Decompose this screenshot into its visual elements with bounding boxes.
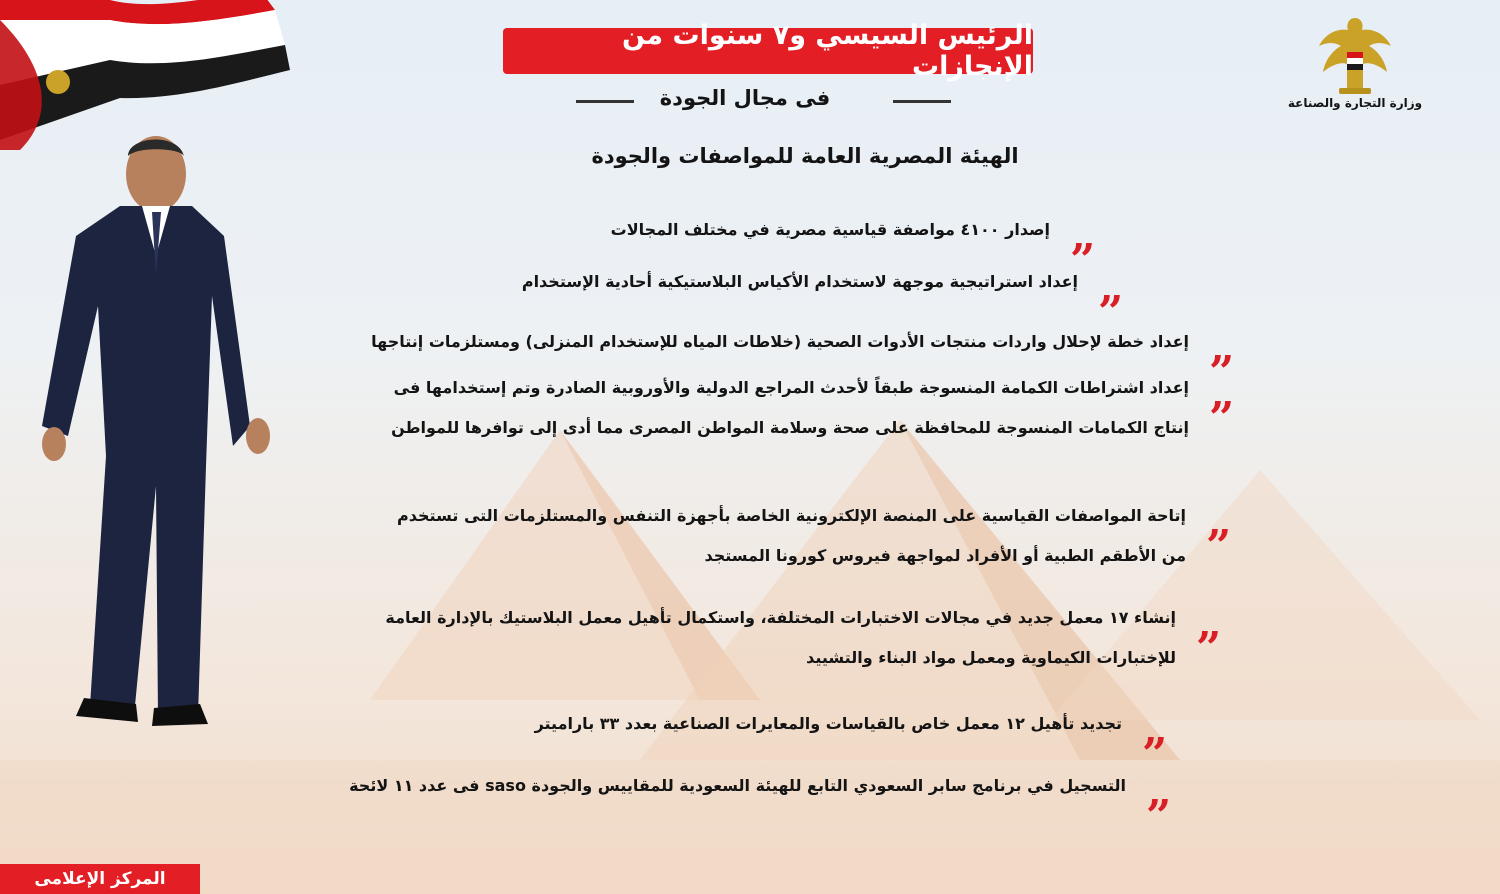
list-item	[335, 598, 1222, 678]
quote-mark-icon: „	[1209, 368, 1235, 419]
ministry-logo	[1285, 12, 1425, 122]
main-title-text: الرئيس السيسي و٧ سنوات من الإنجازات	[622, 20, 1033, 82]
ministry-name: وزارة التجارة والصناعة	[1287, 96, 1423, 110]
list-item-text: التسجيل في برنامج سابر السعودي التابع للهيئة السعودية للمقاييس والجودة saso فى عدد ١١ لائحة	[349, 776, 1126, 795]
quote-mark-icon: „	[1142, 704, 1168, 755]
list-item	[360, 368, 1235, 448]
list-item-text: إعداد اشتراطات الكمامة المنسوجة طبقاً لأحدث المراجع الدولية والأوروبية الصادرة وتم إستخدامها فى	[393, 378, 1189, 397]
main-title	[503, 20, 1033, 82]
list-item-text: من الأطقم الطبية أو الأفراد لمواجهة فيروس كورونا المستجد	[704, 546, 1186, 565]
media-center-badge: المركز الإعلامى	[0, 864, 200, 894]
list-item-text: للإختبارات الكيماوية ومعمل مواد البناء والتشييد	[806, 648, 1176, 667]
subtitle: فى مجال الجودة	[659, 86, 831, 110]
list-item-text: إنتاج الكمامات المنسوجة للمحافظة على صحة وسلامة المواطن المصرى مما أدى إلى توافرها للمواطن	[391, 418, 1189, 437]
list-item	[330, 322, 1235, 373]
quote-mark-icon: „	[1209, 322, 1235, 373]
quote-mark-icon: „	[1206, 496, 1232, 547]
quote-mark-icon: „	[1146, 766, 1172, 817]
quote-mark-icon: „	[1070, 210, 1096, 261]
list-item-text: تجديد تأهيل ١٢ معمل خاص بالقياسات والمعايرات الصناعية بعدد ٣٣ باراميتر	[534, 714, 1122, 733]
list-item-text: إعداد استراتيجية موجهة لاستخدام الأكياس البلاستيكية أحادية الإستخدام	[521, 272, 1078, 291]
list-item-text: إعداد خطة لإحلال واردات منتجات الأدوات الصحية (خلاطات المياه للإستخدام المنزلى) ومستلزمات إنتاجها	[371, 332, 1189, 351]
list-item	[370, 496, 1232, 576]
subtitle-divider-left	[576, 100, 634, 103]
section-title: الهيئة المصرية العامة للمواصفات والجودة	[591, 144, 1019, 168]
list-item	[290, 766, 1172, 817]
president-photo	[28, 126, 278, 734]
list-item	[600, 210, 1096, 261]
subtitle-divider-right	[893, 100, 951, 103]
quote-mark-icon: „	[1098, 262, 1124, 313]
list-item	[440, 262, 1124, 313]
quote-mark-icon: „	[1196, 598, 1222, 649]
list-item	[500, 704, 1168, 755]
list-item-text: إصدار ٤١٠٠ مواصفة قياسية مصرية في مختلف المجالات	[610, 220, 1050, 239]
list-item-text: إتاحة المواصفات القياسية على المنصة الإلكترونية الخاصة بأجهزة التنفس والمستلزمات التى تستخدم	[397, 506, 1186, 525]
eagle-emblem-icon	[1285, 12, 1425, 96]
list-item-text: إنشاء ١٧ معمل جديد في مجالات الاختبارات المختلفة، واستكمال تأهيل معمل البلاستيك بالإدارة العامة	[385, 608, 1176, 627]
